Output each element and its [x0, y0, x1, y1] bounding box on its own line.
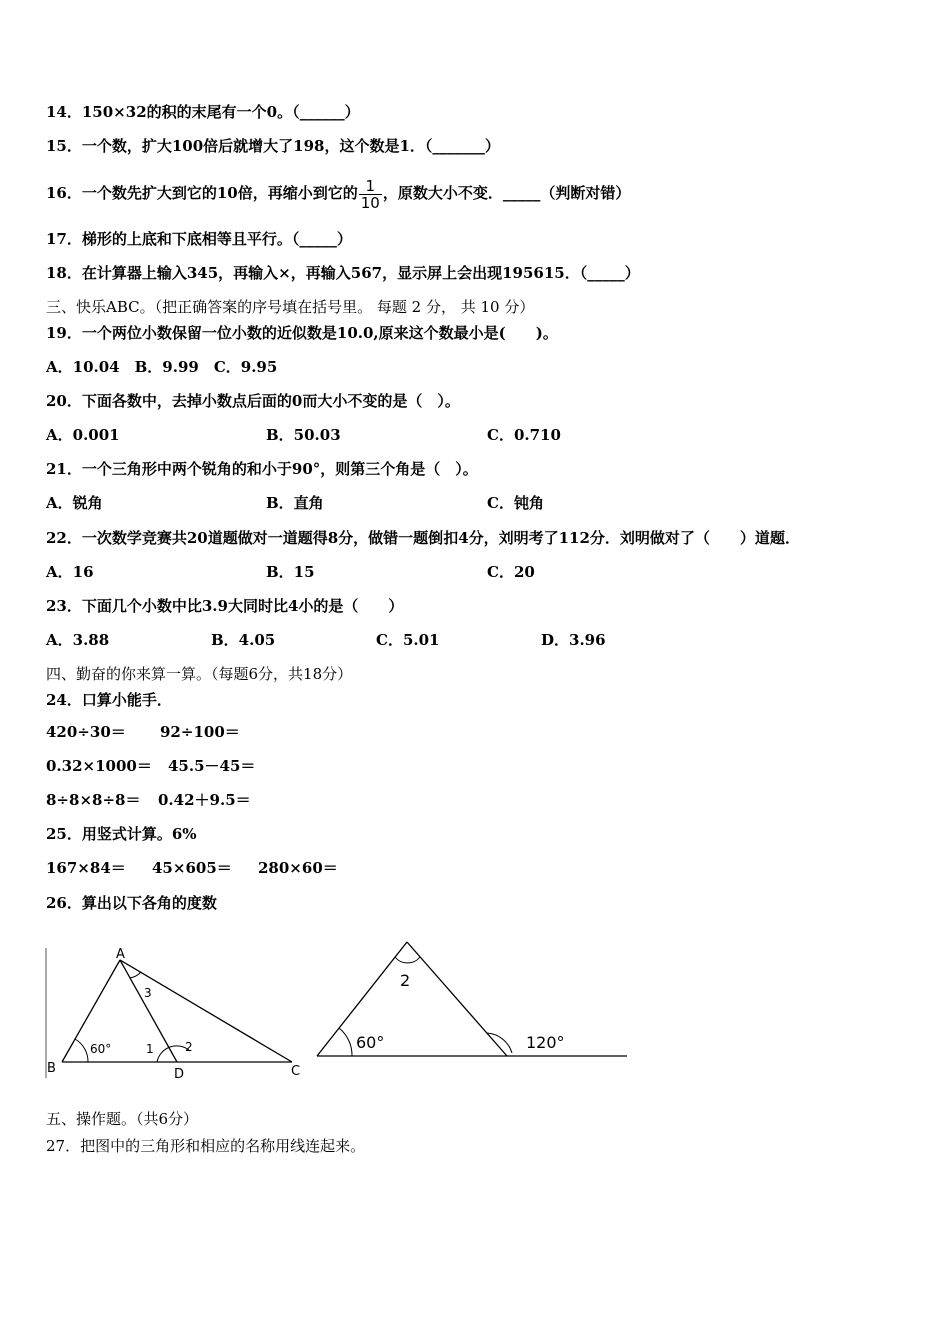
question-26-title: 26．算出以下各角的度数 — [46, 894, 217, 912]
question-16 — [46, 176, 630, 211]
question-23-option-d: D．3.96 — [541, 631, 606, 649]
question-21-option-c: C．钝角 — [487, 494, 544, 512]
question-22-stem: 22．一次数学竞赛共20道题做对一道题得8分，做错一题倒扣4分，刘明考了112分．刘明做对了（ ）道题． — [46, 529, 800, 547]
question-24-row-3-a: 8÷8×8÷8＝ — [46, 791, 141, 809]
vertex-d-label: D — [174, 1067, 185, 1082]
question-18: 18．在计算器上输入345，再输入×，再输入567，显示屏上会出现195615．（_____） — [46, 264, 640, 282]
question-17: 17．梯形的上底和下底相等且平行。（_____） — [46, 230, 352, 248]
section-3-heading: 三、快乐ABC。（把正确答案的序号填在括号里。 每题 2 分， 共 10 分） — [46, 298, 535, 316]
question-23-option-b: B．4.05 — [211, 631, 276, 649]
question-19-stem: 19．一个两位小数保留一位小数的近似数是10.0,原来这个数最小是( )。 — [46, 324, 558, 342]
question-21-stem: 21．一个三角形中两个锐角的和小于90°，则第三个角是（ ）。 — [46, 460, 478, 478]
question-24-title: 24．口算小能手． — [46, 691, 172, 709]
question-20-option-c: C．0.710 — [487, 426, 561, 444]
angle-2-label: 2 — [185, 1040, 193, 1054]
angle-1-label: 1 — [146, 1042, 154, 1056]
vertex-a-label: A — [116, 947, 125, 962]
question-24-row-3-b: 0.42＋9.5＝ — [158, 791, 251, 809]
question-22-option-c: C．20 — [487, 563, 535, 581]
question-21-option-a: A．锐角 — [46, 494, 103, 512]
right-angle-arc — [487, 1033, 512, 1053]
question-27: 27．把图中的三角形和相应的名称用线连起来。 — [46, 1137, 366, 1155]
question-20-option-b: B．50.03 — [266, 426, 341, 444]
question-25-item-2: 45×605＝ — [152, 859, 232, 877]
question-24-row-1-a: 420÷30＝ — [46, 723, 126, 741]
question-16-tail: ，原数大小不变．_____（判断对错） — [382, 184, 631, 202]
angle-120-label: 120° — [526, 1033, 565, 1052]
question-25-item-1: 167×84＝ — [46, 859, 126, 877]
question-21-option-b: B．直角 — [266, 494, 324, 512]
triangle-figure-exterior-angle — [312, 932, 632, 1067]
section-4-heading: 四、勤奋的你来算一算。（每题6分，共18分） — [46, 665, 353, 683]
angle-2-figure-label: 2 — [400, 971, 411, 990]
question-24-row-2-a: 0.32×1000＝ — [46, 757, 152, 775]
question-19-options: A．10.04 B．9.99 C．9.95 — [46, 358, 278, 376]
question-20-option-a: A．0.001 — [46, 426, 120, 444]
right-side — [407, 942, 507, 1056]
question-20-stem: 20．下面各数中，去掉小数点后面的0而大小不变的是（ ）。 — [46, 392, 460, 410]
question-15: 15．一个数，扩大100倍后就增大了198，这个数是1．（_______） — [46, 137, 500, 155]
question-16-stem: 16．一个数先扩大到它的10倍，再缩小到它的 — [46, 184, 358, 202]
fraction-denominator: 10 — [360, 193, 380, 212]
question-25-item-3: 280×60＝ — [258, 859, 338, 877]
fraction-one-tenth — [359, 178, 382, 211]
fraction-numerator: 1 — [359, 178, 382, 195]
left-angle-arc — [339, 1028, 352, 1056]
top-angle-arc — [395, 957, 420, 963]
question-24-row-1-b: 92÷100＝ — [160, 723, 240, 741]
question-22-option-a: A．16 — [46, 563, 94, 581]
question-14: 14．150×32的积的末尾有一个0。（______） — [46, 103, 360, 121]
vertex-c-label: C — [291, 1064, 301, 1079]
section-5-heading: 五、操作题。（共6分） — [46, 1110, 199, 1128]
angle-b-arc — [75, 1039, 88, 1062]
question-23-option-c: C．5.01 — [376, 631, 440, 649]
angle-3-arc — [130, 972, 141, 978]
angle-60-label: 60° — [356, 1033, 385, 1052]
question-23-stem: 23．下面几个小数中比3.9大同时比4小的是（ ） — [46, 597, 404, 615]
vertex-b-label: B — [47, 1061, 56, 1076]
triangle-figure-abc — [44, 940, 304, 1085]
angle-b-label: 60° — [90, 1042, 112, 1056]
question-24-row-2-b: 45.5－45＝ — [168, 757, 256, 775]
angle-3-label: 3 — [144, 986, 152, 1000]
question-23-option-a: A．3.88 — [46, 631, 110, 649]
question-25-title: 25．用竖式计算。6% — [46, 825, 197, 843]
question-22-option-b: B．15 — [266, 563, 315, 581]
